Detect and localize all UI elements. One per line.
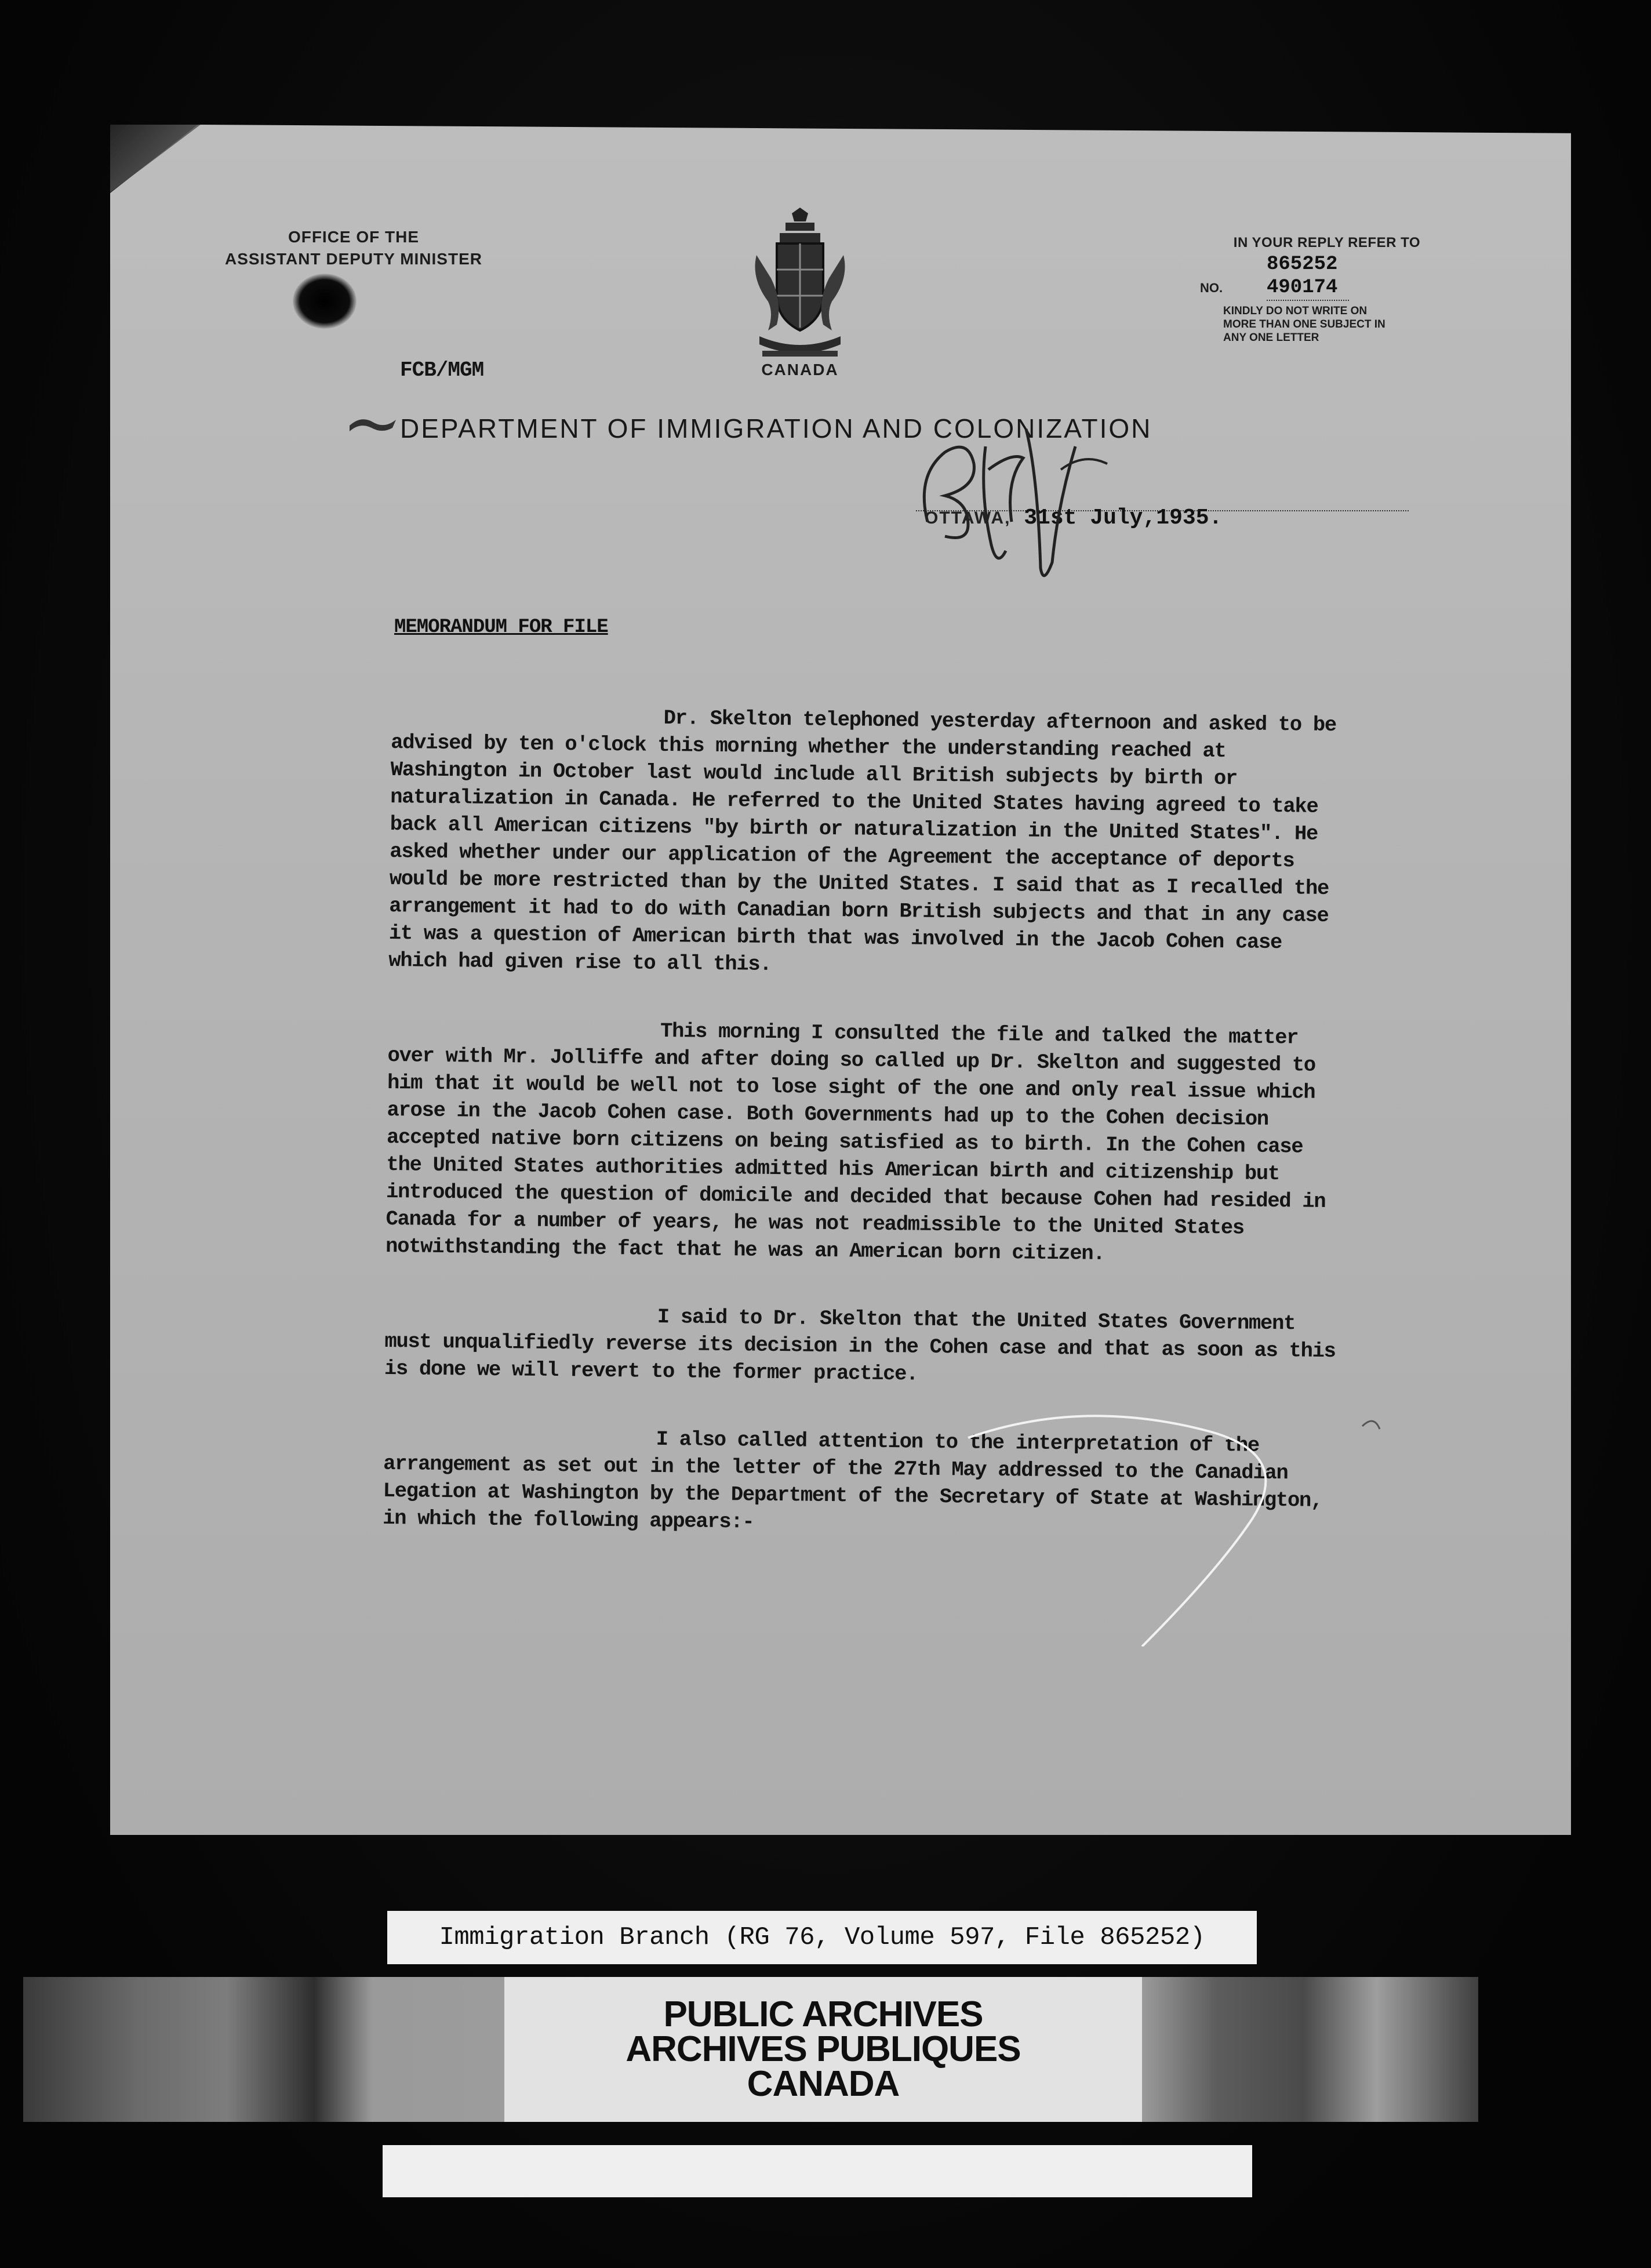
office-line-2: ASSISTANT DEPUTY MINISTER: [224, 250, 482, 268]
archive-reference-text: Immigration Branch (RG 76, Volume 597, File 865252): [439, 1923, 1205, 1952]
paragraph-1-text: Dr. Skelton telephoned yesterday afternoon and asked to be advised by ten o'clock this morning whether the understanding reached at Washington in October last would include all British subjects by birth or naturalization in Canada. He referred to the United States having agreed to take back all American citizens "by birth or naturalization in the United States". He asked whether under our application of the Agreement the acceptance of deports would be more restricted than by the United States. I said that as I recalled the arrangement it had to do with Canadian born British subjects and that in any case it was a question of American birth that was involved in the Jacob Cohen case which had given rise to all this.: [388, 706, 1337, 976]
number-label: NO.: [1200, 281, 1223, 295]
instruction-line-2: MORE THAN ONE SUBJECT IN: [1223, 318, 1385, 330]
paragraph-4-text: I also called attention to the interpretation of the arrangement as set out in the letter of the 27th May addressed to the Canadian Legation at Washington by the Department of the Secretary of State at Washington, in which the following appears:-: [383, 1427, 1323, 1534]
archives-line-1: PUBLIC ARCHIVES: [663, 1994, 983, 2034]
file-number: 865252: [1267, 253, 1338, 275]
archive-reference-label: [387, 1911, 1257, 1964]
instruction-line-3: ANY ONE LETTER: [1223, 332, 1319, 344]
paragraph-3: [384, 1300, 1339, 1392]
memo-title: MEMORANDUM FOR FILE: [394, 616, 608, 638]
office-line-1: OFFICE OF THE: [288, 228, 420, 246]
writing-instruction: [1223, 304, 1420, 344]
date-value: 31st July,1935.: [1024, 506, 1223, 530]
handwritten-initials-signature: [870, 394, 1142, 591]
reference-number: 490174: [1267, 277, 1349, 301]
reply-reference-block: [1200, 235, 1420, 344]
reply-reference-title: IN YOUR REPLY REFER TO: [1233, 235, 1420, 250]
paragraph-2-text: This morning I consulted the file and talked the matter over with Mr. Jolliffe and after doing so called up Dr. Skelton and suggested to him that it would be well not to lose sight of the one and only real issue which arose in the Jacob Cohen case. Both Governments had up to the Cohen decision accepted native born citizens on being satisfied as to birth. In the Cohen case the United States authorities admitted his American birth and citizenship but introduced the question of domicile and decided that because Cohen had resided in Canada for a number of years, he was not readmissible to the United States notwithstanding the fact that he was an American born citizen.: [385, 1019, 1326, 1266]
reference-number-row: [1200, 277, 1420, 301]
office-heading: [191, 226, 516, 270]
archives-line-3: CANADA: [747, 2064, 900, 2104]
paragraph-3-text: I said to Dr. Skelton that the United States Government must unqualifiedly reverse its decision in the Cohen case and that as soon as this is done we will revert to the former practice.: [384, 1304, 1336, 1386]
ornament-icon: [347, 413, 399, 436]
film-scratch: [957, 1391, 1478, 1647]
archives-stamp: [504, 1977, 1142, 2122]
blank-label-strip: [383, 2145, 1252, 2197]
paragraph-1: [388, 702, 1345, 984]
coat-of-arms-icon: [745, 203, 855, 365]
instruction-line-1: KINDLY DO NOT WRITE ON: [1223, 305, 1368, 317]
paragraph-2: [386, 1015, 1341, 1270]
country-label: CANADA: [761, 361, 839, 379]
archives-line-2: ARCHIVES PUBLIQUES: [626, 2029, 1021, 2069]
typist-initials: FCB/MGM: [400, 358, 484, 382]
department-name: DEPARTMENT OF IMMIGRATION AND COLONIZATION: [400, 413, 1152, 444]
city: OTTAWA,: [925, 508, 1011, 528]
ink-blot: [293, 274, 357, 329]
